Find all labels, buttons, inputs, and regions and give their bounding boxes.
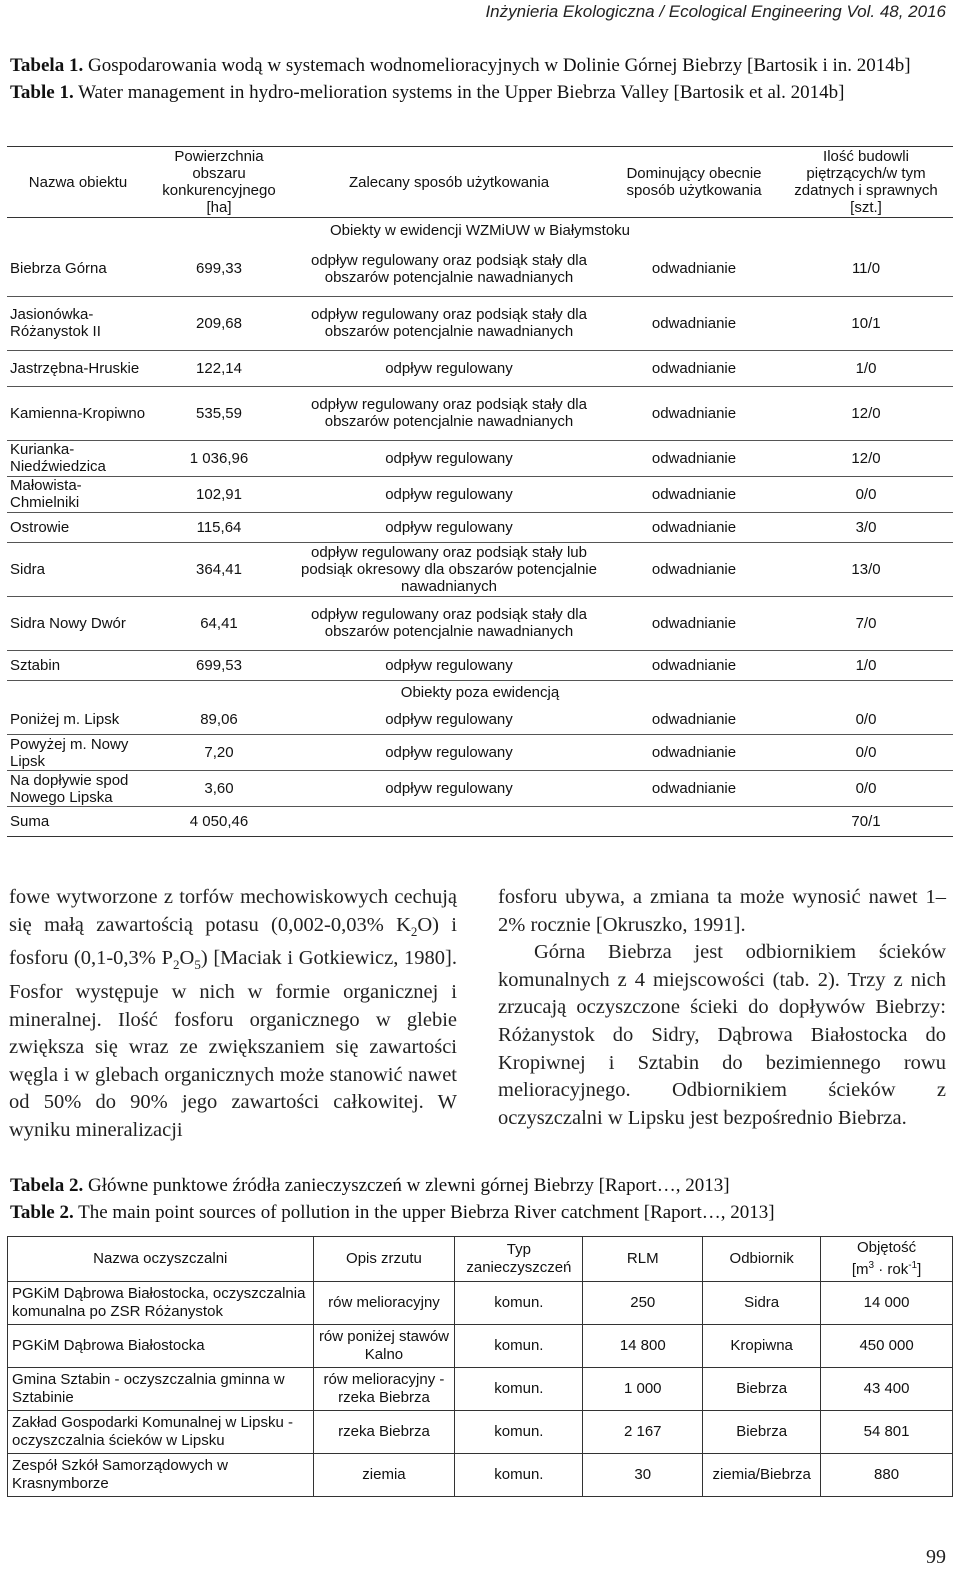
outlet-description: rów melioracyjny: [313, 1282, 455, 1325]
body-text: fowe wytworzone z torfów mechowiskowych cechują się małą zawartością potasu (0,002-0,03% K: [9, 886, 457, 936]
receiver: Biebrza: [703, 1411, 821, 1454]
object-name: Powyżej m. Nowy Lipsk: [7, 735, 149, 771]
table1-caption: [10, 52, 950, 106]
body-paragraph: Górna Biebrza jest odbiornikiem ścieków komunalnych z 4 miejscowości (tab. 2). Trzy z nich zrzucają oczyszczone ścieki do dopływów Biebrzy: Różanystok do Sidry, Dąbrowa Białostocka do Kropiwnej i Sztabin do bezimiennego rowu melioracyjnego. Odbiornikiem ścieków z oczyszczalni w Lipsku jest bezpośrednio Biebrza.: [498, 941, 946, 1129]
object-area: 64,41: [149, 596, 289, 650]
rlm-value: 1 000: [583, 1368, 703, 1411]
recommended-use: odpływ regulowany: [289, 350, 609, 386]
object-area: 3,60: [149, 771, 289, 807]
unit-part: · rok: [874, 1261, 909, 1278]
object-name: Poniżej m. Lipsk: [10, 710, 120, 728]
structures-count: 0/0: [779, 476, 953, 512]
volume-unit: [852, 1261, 921, 1278]
pollution-type: komun.: [455, 1411, 583, 1454]
col-header: Ilość budowli piętrzących/w tym zdatnych i sprawnych [szt.]: [779, 147, 953, 218]
unit-sup: -1: [908, 1260, 918, 1271]
caption-label: Tabela 2.: [10, 1175, 84, 1196]
table-row: [7, 542, 953, 596]
object-area: 89,06: [200, 710, 238, 728]
object-area: 122,14: [149, 350, 289, 386]
sum-label: Suma: [7, 807, 149, 837]
table-row: [7, 296, 953, 350]
dominant-use: odwadnianie: [609, 650, 779, 680]
recommended-use: odpływ regulowany: [289, 735, 609, 771]
rlm-value: 2 167: [583, 1411, 703, 1454]
structures-count: 0/0: [855, 710, 877, 728]
object-area: 102,91: [149, 476, 289, 512]
table2: [7, 1236, 953, 1497]
pollution-type: komun.: [455, 1282, 583, 1325]
object-name: Sztabin: [7, 650, 149, 680]
recommended-use: odpływ regulowany: [289, 771, 609, 807]
body-left-column: [9, 884, 457, 1145]
structures-count: 11/0: [851, 260, 881, 278]
section-label: Obiekty w ewidencji WZMiUW w Białymstoku: [329, 221, 631, 239]
recommended-use: odpływ regulowany: [289, 650, 609, 680]
table-row: [8, 1454, 953, 1497]
table2-caption: [10, 1172, 950, 1226]
sum-count: 70/1: [779, 807, 953, 837]
object-area: 699,53: [149, 650, 289, 680]
volume-value: 14 000: [821, 1282, 953, 1325]
object-name: Biebrza Górna: [10, 260, 107, 278]
caption-text: Water management in hydro-melioration systems in the Upper Biebrza Valley [Bartosik et al. 2014b]: [73, 82, 845, 103]
table-row: [8, 1368, 953, 1411]
table-row: [7, 771, 953, 807]
dominant-use: odwadnianie: [609, 596, 779, 650]
table1: [7, 146, 953, 837]
dominant-use: odwadnianie: [609, 542, 779, 596]
col-header: Odbiornik: [703, 1237, 821, 1282]
object-name: Sidra: [7, 542, 149, 596]
table-row: [7, 650, 953, 680]
col-header: Typ zanieczyszczeń: [455, 1237, 583, 1282]
volume-value: 43 400: [821, 1368, 953, 1411]
dominant-use: odwadnianie: [651, 260, 737, 278]
dominant-use: odwadnianie: [609, 735, 779, 771]
object-area: 1 036,96: [149, 440, 289, 476]
page-number: 99: [926, 1546, 946, 1568]
table-row: [7, 476, 953, 512]
structures-count: 7/0: [779, 596, 953, 650]
body-paragraph: [9, 884, 457, 1145]
receiver: Kropiwna: [703, 1325, 821, 1368]
volume-value: 880: [821, 1454, 953, 1497]
object-area: 535,59: [149, 386, 289, 440]
structures-count: 3/0: [779, 512, 953, 542]
table-row: [7, 512, 953, 542]
object-area: 115,64: [149, 512, 289, 542]
unit-part: ]: [917, 1261, 922, 1278]
object-name: Małowista-Chmielniki: [7, 476, 149, 512]
table-row: [7, 350, 953, 386]
recommended-use: odpływ regulowany: [289, 512, 609, 542]
dominant-use: odwadnianie: [609, 440, 779, 476]
dominant-use: odwadnianie: [651, 710, 737, 728]
outlet-description: rów poniżej stawów Kalno: [313, 1325, 455, 1368]
object-area: 364,41: [149, 542, 289, 596]
table-row: [8, 1325, 953, 1368]
dominant-use: odwadnianie: [609, 476, 779, 512]
caption-text: The main point sources of pollution in the upper Biebrza River catchment [Raport…, 2013]: [73, 1202, 775, 1223]
volume-label: Objętość: [856, 1239, 917, 1256]
subscript: 2: [173, 957, 180, 973]
object-name: Na dopływie spod Nowego Lipska: [7, 771, 149, 807]
pollution-type: komun.: [455, 1454, 583, 1497]
object-name: Kurianka-Niedźwiedzica: [7, 440, 149, 476]
object-area: 7,20: [149, 735, 289, 771]
col-header: Powierzchnia obszaru konkurencyjnego [ha]: [149, 147, 289, 218]
subscript: 2: [410, 923, 418, 939]
object-name: Ostrowie: [7, 512, 149, 542]
plant-name: Zakład Gospodarki Komunalnej w Lipsku - oczyszczalnia ścieków w Lipsku: [8, 1411, 314, 1454]
object-name: Kamienna-Kropiwno: [7, 386, 149, 440]
section-label: Obiekty poza ewidencją: [7, 680, 953, 705]
recommended-use: odpływ regulowany: [385, 710, 513, 728]
object-area: 699,33: [196, 260, 242, 278]
receiver: Sidra: [703, 1282, 821, 1325]
col-header: Nazwa obiektu: [7, 147, 149, 218]
table2-caption-pl: [10, 1172, 950, 1199]
unit-sup: 3: [868, 1260, 875, 1271]
recommended-use: odpływ regulowany: [289, 440, 609, 476]
caption-label: Table 1.: [10, 82, 74, 103]
section-row: [7, 680, 953, 705]
structures-count: 0/0: [779, 771, 953, 807]
recommended-use: odpływ regulowany oraz podsiąk stały dla obszarów potencjalnie nawadnianych: [289, 386, 609, 440]
col-header: RLM: [583, 1237, 703, 1282]
body-paragraph: fosforu ubywa, a zmiana ta może wynosić nawet 1–2% rocznie [Okruszko, 1991].: [498, 886, 946, 936]
journal-header: Inżynieria Ekologiczna / Ecological Engineering Vol. 48, 2016: [485, 2, 946, 21]
table-row: [7, 242, 953, 296]
body-text: ) [Maciak i Gotkiewicz, 1980]. Fosfor występuje w nich w formie organicznej i mineralnej. Ilość fosforu organicznego w glebie zwiększa się wraz ze zwiększaniem się zawartości węgla i w glebach organicznych może stanowić nawet od 50% do 90% jego zawartości całkowitej. W wyniku mineralizacji: [9, 947, 458, 1141]
caption-label: Tabela 1.: [10, 55, 84, 76]
table-row: [7, 596, 953, 650]
plant-name: Zespół Szkół Samorządowych w Krasnymborze: [8, 1454, 314, 1497]
sum-area: 4 050,46: [149, 807, 289, 837]
object-name: Jasionówka-Różanystok II: [7, 296, 149, 350]
subscript: 5: [194, 957, 201, 973]
table-row: [8, 1411, 953, 1454]
table-row: [7, 440, 953, 476]
body-text: O) i fosforu (0,1-0,3% P: [9, 913, 457, 970]
empty-cell: [289, 807, 609, 837]
recommended-use: odpływ regulowany oraz podsiąk stały dla obszarów potencjalnie nawadnianych: [311, 251, 587, 286]
recommended-use: odpływ regulowany oraz podsiąk stały lub podsiąk okresowy dla obszarów potencjalnie nawadnianych: [289, 542, 609, 596]
empty-cell: [609, 807, 779, 837]
object-area: 209,68: [149, 296, 289, 350]
table2-caption-en: [10, 1199, 950, 1226]
structures-count: 12/0: [779, 386, 953, 440]
table1-body-2: [7, 705, 953, 807]
outlet-description: rzeka Biebrza: [313, 1411, 455, 1454]
table2-header-row: [8, 1237, 953, 1282]
dominant-use: odwadnianie: [609, 350, 779, 386]
structures-count: 1/0: [779, 650, 953, 680]
table2-body: [8, 1282, 953, 1497]
dominant-use: odwadnianie: [609, 512, 779, 542]
table1-caption-pl: [10, 52, 950, 79]
dominant-use: odwadnianie: [609, 771, 779, 807]
rlm-value: 14 800: [583, 1325, 703, 1368]
pollution-type: komun.: [455, 1368, 583, 1411]
plant-name: Gmina Sztabin - oczyszczalnia gminna w Sztabinie: [8, 1368, 314, 1411]
plant-name: PGKiM Dąbrowa Białostocka, oczyszczalnia komunalna po ZSR Różanystok: [8, 1282, 314, 1325]
volume-value: 450 000: [821, 1325, 953, 1368]
table1-header-row: [7, 147, 953, 218]
object-name: Jastrzębna-Hruskie: [7, 350, 149, 386]
col-header: Dominujący obecnie sposób użytkowania: [609, 147, 779, 218]
col-header: Opis zrzutu: [313, 1237, 455, 1282]
table-row: [7, 735, 953, 771]
structures-count: 0/0: [779, 735, 953, 771]
col-header: Zalecany sposób użytkowania: [289, 147, 609, 218]
plant-name: PGKiM Dąbrowa Białostocka: [8, 1325, 314, 1368]
receiver: Biebrza: [703, 1368, 821, 1411]
recommended-use: odpływ regulowany: [289, 476, 609, 512]
body-right-column: [498, 884, 946, 1132]
volume-value: 54 801: [821, 1411, 953, 1454]
object-name: Sidra Nowy Dwór: [7, 596, 149, 650]
pollution-type: komun.: [455, 1325, 583, 1368]
recommended-use: odpływ regulowany oraz podsiąk stały dla obszarów potencjalnie nawadnianych: [289, 596, 609, 650]
structures-count: 12/0: [779, 440, 953, 476]
caption-text: Główne punktowe źródła zanieczyszczeń w zlewni górnej Biebrzy [Raport…, 2013]: [83, 1175, 730, 1196]
unit-part: [m: [851, 1261, 869, 1278]
outlet-description: ziemia: [313, 1454, 455, 1497]
outlet-description: rów melioracyjny - rzeka Biebrza: [313, 1368, 455, 1411]
table-row: [8, 1282, 953, 1325]
structures-count: 10/1: [779, 296, 953, 350]
body-text: O: [179, 947, 195, 970]
sum-row: [7, 807, 953, 837]
section-row: [7, 218, 953, 243]
dominant-use: odwadnianie: [609, 296, 779, 350]
caption-label: Table 2.: [10, 1202, 74, 1223]
col-header-volume: [821, 1237, 953, 1282]
table1-caption-en: [10, 79, 950, 106]
table-row: [7, 705, 953, 735]
structures-count: 1/0: [779, 350, 953, 386]
table1-body-1: [7, 242, 953, 680]
rlm-value: 30: [583, 1454, 703, 1497]
caption-text: Gospodarowania wodą w systemach wodnomelioracyjnych w Dolinie Górnej Biebrzy [Bartosik i in. 2014b]: [83, 55, 911, 76]
rlm-value: 250: [583, 1282, 703, 1325]
col-header: Nazwa oczyszczalni: [8, 1237, 314, 1282]
dominant-use: odwadnianie: [609, 386, 779, 440]
recommended-use: odpływ regulowany oraz podsiąk stały dla obszarów potencjalnie nawadnianych: [289, 296, 609, 350]
receiver: ziemia/Biebrza: [703, 1454, 821, 1497]
structures-count: 13/0: [779, 542, 953, 596]
table-row: [7, 386, 953, 440]
